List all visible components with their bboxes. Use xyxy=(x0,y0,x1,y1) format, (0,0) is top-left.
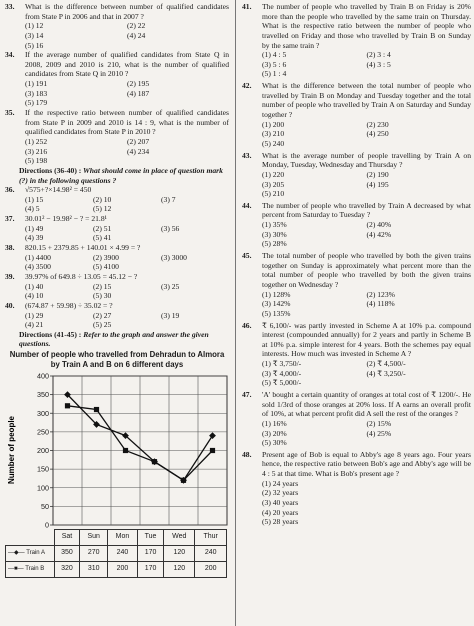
table-cell: 120 xyxy=(164,545,195,561)
option: (1) 220 xyxy=(262,169,285,179)
directions-heading: Directions (36-40) : xyxy=(19,165,82,175)
table-row xyxy=(6,545,227,561)
option: (3) 25 xyxy=(161,281,180,291)
option: (1) 4400 xyxy=(25,252,51,262)
option: (5) 30% xyxy=(262,438,287,448)
option: (5) ₹ 5,000/- xyxy=(262,378,302,388)
option: (1) 49 xyxy=(25,223,44,233)
left-column xyxy=(5,2,229,578)
option: (4) 10 xyxy=(25,291,44,301)
train-b-point xyxy=(65,403,70,408)
question-number: 39. xyxy=(5,271,15,281)
question-number: 41. xyxy=(242,2,252,11)
table-corner xyxy=(6,529,55,545)
y-tick-label: 300 xyxy=(37,408,49,418)
question-number: 46. xyxy=(242,320,252,330)
y-tick-label: 0 xyxy=(45,520,49,530)
option: (5) 4100 xyxy=(93,262,119,272)
table-cell: 120 xyxy=(164,561,195,577)
option: (1) 200 xyxy=(262,119,285,129)
question-text: 820.15 + 2379.85 + 140.01 × 4.99 = ? xyxy=(25,243,141,253)
question-42 xyxy=(242,81,471,148)
option: (5) 25 xyxy=(93,320,112,330)
question-text: What is the difference between the total number of people who travelled by Train B on Monday and Tuesday together and the total number of people who travelled by Train A on Saturday and Sunday together ? xyxy=(262,81,471,120)
option: (1) 16% xyxy=(262,418,287,428)
question-text: The number of people who travelled by Train A decreased by what percent from Saturday to Tuesday ? xyxy=(262,200,471,220)
question-43 xyxy=(242,151,471,199)
table-cell: 240 xyxy=(108,545,138,561)
question-44 xyxy=(242,201,471,249)
question-33 xyxy=(5,2,229,50)
option: (5) 135% xyxy=(262,308,291,318)
y-tick-label: 400 xyxy=(37,371,49,381)
legend-train-a xyxy=(6,545,55,561)
option: (4) 5 xyxy=(25,204,40,214)
table-header: Wed xyxy=(164,529,195,545)
y-tick-label: 350 xyxy=(37,389,49,399)
question-text: (674.87 + 59.98) ÷ 35.02 = ? xyxy=(25,300,113,310)
question-34 xyxy=(5,50,229,108)
graph-title: Number of people who travelled from Dehradun to Almora by Train A and B on 6 different days xyxy=(9,350,225,369)
option: (5) 30 xyxy=(93,291,112,301)
option: (4) 187 xyxy=(127,88,150,98)
question-number: 45. xyxy=(242,251,252,261)
option: (4) 3500 xyxy=(25,262,51,272)
option: (2) 3 : 4 xyxy=(366,50,391,60)
option: (4) 20 years xyxy=(262,507,299,517)
option: (5) 240 xyxy=(262,138,285,148)
option: (4) 118% xyxy=(366,299,395,309)
option: (2) 3900 xyxy=(93,252,119,262)
question-46 xyxy=(242,321,471,388)
question-number: 34. xyxy=(5,50,15,60)
table-cell: 270 xyxy=(80,545,108,561)
option: (1) 252 xyxy=(25,136,48,146)
question-text: √575+?×14.98² = 450 xyxy=(25,185,92,195)
option: (4) 25% xyxy=(366,428,392,438)
question-36 xyxy=(5,185,229,214)
square-marker-icon: —■— xyxy=(8,565,24,572)
option: (3) 19 xyxy=(161,310,180,320)
option: (2) ₹ 4,500/- xyxy=(366,359,406,369)
option: (4) 39 xyxy=(25,233,44,243)
table-header: Sat xyxy=(54,529,80,545)
option: (4) 21 xyxy=(25,320,44,330)
train-b-point xyxy=(210,448,215,453)
y-axis-label: Number of people xyxy=(7,415,16,484)
option: (4) 42% xyxy=(366,229,392,239)
train-b-point xyxy=(152,459,157,464)
question-number: 42. xyxy=(242,81,252,91)
table-cell: 200 xyxy=(108,561,138,577)
table-header: Sun xyxy=(80,529,108,545)
question-number: 37. xyxy=(5,214,15,224)
question-text: The number of people who travelled by Train B on Friday is 20% more than the people who travelled by the same train on Thursday. What is the respective ratio between the number of people who travelled on Friday and those who travelled by Train B on Sunday by the same train ? xyxy=(262,2,471,50)
table-cell: 200 xyxy=(195,561,227,577)
question-text: What is the average number of people travelling by Train A on Monday, Tuesday, Wednesday and Thursday ? xyxy=(262,150,471,170)
train-b-point xyxy=(94,407,99,412)
line-chart xyxy=(5,370,229,578)
question-text: ₹ 6,100/- was partly invested in Scheme A at 10% p.a. compound interest (compounded annually) for 2 years and partly in Scheme B at 10% p.a. simple interest for 4 years. Both the schemes pay equal interests. How much was invested in Scheme A ? xyxy=(262,320,471,359)
option: (2) 190 xyxy=(366,169,389,179)
chart-svg xyxy=(5,370,229,530)
option: (5) 210 xyxy=(262,189,285,199)
table-cell: 350 xyxy=(54,545,80,561)
option: (2) 27 xyxy=(93,310,112,320)
question-text: 'A' bought a certain quantity of oranges at total cost of ₹ 1200/-. He sold 1/3rd of those oranges at 20% loss. If A earns an overall profit of 10%, at what percent profit did A sell the rest of the oranges ? xyxy=(262,389,471,419)
option: (2) 195 xyxy=(127,79,150,89)
question-41 xyxy=(242,2,471,79)
diamond-marker-icon: —◆— xyxy=(8,549,25,556)
option: (2) 40% xyxy=(366,220,392,230)
table-row xyxy=(6,561,227,577)
option: (3) 3000 xyxy=(161,252,187,262)
question-number: 48. xyxy=(242,449,252,459)
train-a-point xyxy=(209,432,216,439)
option: (2) 230 xyxy=(366,119,389,129)
option: (5) 16 xyxy=(25,40,44,50)
option: (3) 56 xyxy=(161,223,180,233)
option: (5) 179 xyxy=(25,98,48,108)
option: (5) 12 xyxy=(93,204,112,214)
table-header-row xyxy=(6,529,227,545)
directions-36-40 xyxy=(19,166,229,185)
option: (3) 210 xyxy=(262,129,285,139)
directions-41-45 xyxy=(19,330,229,349)
question-text: 39.97% of 649.8 ÷ 13.05 = 45.12 − ? xyxy=(25,271,138,281)
y-tick-label: 50 xyxy=(41,501,49,511)
question-number: 43. xyxy=(242,150,252,160)
y-axis xyxy=(37,371,53,529)
question-text: What is the difference between number of qualified candidates from State P in 2006 and that in 2007 ? xyxy=(25,2,229,21)
option: (3) 183 xyxy=(25,88,48,98)
train-b-point xyxy=(181,478,186,483)
question-48 xyxy=(242,450,471,527)
option: (3) 30% xyxy=(262,229,287,239)
grid xyxy=(53,376,227,525)
directions-heading: Directions (41-45) : xyxy=(19,329,82,339)
option: (3) 40 years xyxy=(262,498,299,508)
option: (2) 32 years xyxy=(262,488,299,498)
option: (1) 12 xyxy=(25,21,44,31)
option: (3) 5 : 6 xyxy=(262,59,287,69)
option: (1) 191 xyxy=(25,79,48,89)
legend-label: Train A xyxy=(26,549,45,556)
question-number: 33. xyxy=(5,2,15,11)
option: (2) 15% xyxy=(366,418,392,428)
option: (2) 123% xyxy=(366,289,395,299)
option: (3) 7 xyxy=(161,194,176,204)
question-number: 38. xyxy=(5,243,15,253)
question-number: 36. xyxy=(5,185,15,195)
table-header: Thur xyxy=(195,529,227,545)
directions-text: What should come in place of question mark (?) in the following questions ? xyxy=(19,165,223,185)
option: (2) 22 xyxy=(127,21,146,31)
option: (5) 41 xyxy=(93,233,112,243)
option: (4) 234 xyxy=(127,146,150,156)
question-text: The total number of people who travelled by both the given trains together on Sunday is approximately what percent more than the total number of people who travelled by both the given trains together on Wednesday ? xyxy=(262,251,471,289)
option: (3) 142% xyxy=(262,299,291,309)
y-tick-label: 150 xyxy=(37,464,49,474)
option: (1) 15 xyxy=(25,194,44,204)
option: (2) 51 xyxy=(93,223,112,233)
question-text: If the respective ratio between number of qualified candidates from State P in 2009 and 2010 is 14 : 9, what is the number of qualified candidates from State P in 2010 ? xyxy=(25,108,229,137)
option: (1) 24 years xyxy=(262,478,299,488)
option: (4) ₹ 3,250/- xyxy=(366,368,406,378)
option: (2) 10 xyxy=(93,194,112,204)
question-39 xyxy=(5,272,229,301)
option: (3) 14 xyxy=(25,30,44,40)
question-number: 35. xyxy=(5,108,15,118)
option: (1) 128% xyxy=(262,289,291,299)
question-45 xyxy=(242,251,471,318)
option: (3) 216 xyxy=(25,146,48,156)
option: (3) 205 xyxy=(262,179,285,189)
question-text: If the average number of qualified candidates from State Q in 2008, 2009 and 2010 is 210, what is the number of qualified candidates from State Q in 2010 ? xyxy=(25,50,229,79)
option: (3) ₹ 4,000/- xyxy=(262,368,302,378)
option: (1) 4 : 5 xyxy=(262,50,287,60)
directions-text: Refer to the graph and answer the given questions. xyxy=(19,329,209,349)
train-b-point xyxy=(123,448,128,453)
legend-label: Train B xyxy=(25,565,45,572)
y-tick-label: 200 xyxy=(37,445,49,455)
table-cell: 240 xyxy=(195,545,227,561)
question-47 xyxy=(242,390,471,448)
table-header: Tue xyxy=(137,529,163,545)
question-text: 30.01² − 19.98² − ? = 21.8¹ xyxy=(25,214,107,224)
option: (5) 28 years xyxy=(262,517,299,527)
question-38 xyxy=(5,243,229,272)
option: (5) 28% xyxy=(262,239,287,249)
option: (4) 3 : 5 xyxy=(366,59,391,69)
question-number: 44. xyxy=(242,200,252,210)
question-text: Present age of Bob is equal to Abby's age 8 years ago. Four years hence, the respective ratio between Bob's age and Abby's age will be 4 : 5 at that time. What is Bob's present age ? xyxy=(262,449,471,479)
question-number: 40. xyxy=(5,300,15,310)
column-divider xyxy=(235,0,236,626)
question-35 xyxy=(5,108,229,166)
table-cell: 170 xyxy=(137,545,163,561)
option: (1) 40 xyxy=(25,281,44,291)
question-37 xyxy=(5,214,229,243)
option: (2) 15 xyxy=(93,281,112,291)
table-cell: 310 xyxy=(80,561,108,577)
option: (1) 35% xyxy=(262,220,287,230)
right-column xyxy=(242,2,471,527)
option: (4) 250 xyxy=(366,129,389,139)
question-40 xyxy=(5,301,229,330)
option: (4) 24 xyxy=(127,30,146,40)
option: (3) 20% xyxy=(262,428,287,438)
table-header: Mon xyxy=(108,529,138,545)
legend-train-b xyxy=(6,561,55,577)
option: (4) 195 xyxy=(366,179,389,189)
y-tick-label: 250 xyxy=(37,427,49,437)
table-cell: 320 xyxy=(54,561,80,577)
table-cell: 170 xyxy=(137,561,163,577)
option: (1) ₹ 3,750/- xyxy=(262,359,302,369)
option: (2) 207 xyxy=(127,136,150,146)
option: (5) 1 : 4 xyxy=(262,69,287,79)
option: (5) 198 xyxy=(25,156,48,166)
question-number: 47. xyxy=(242,389,252,399)
data-table xyxy=(5,529,227,578)
y-tick-label: 100 xyxy=(37,483,49,493)
option: (1) 29 xyxy=(25,310,44,320)
